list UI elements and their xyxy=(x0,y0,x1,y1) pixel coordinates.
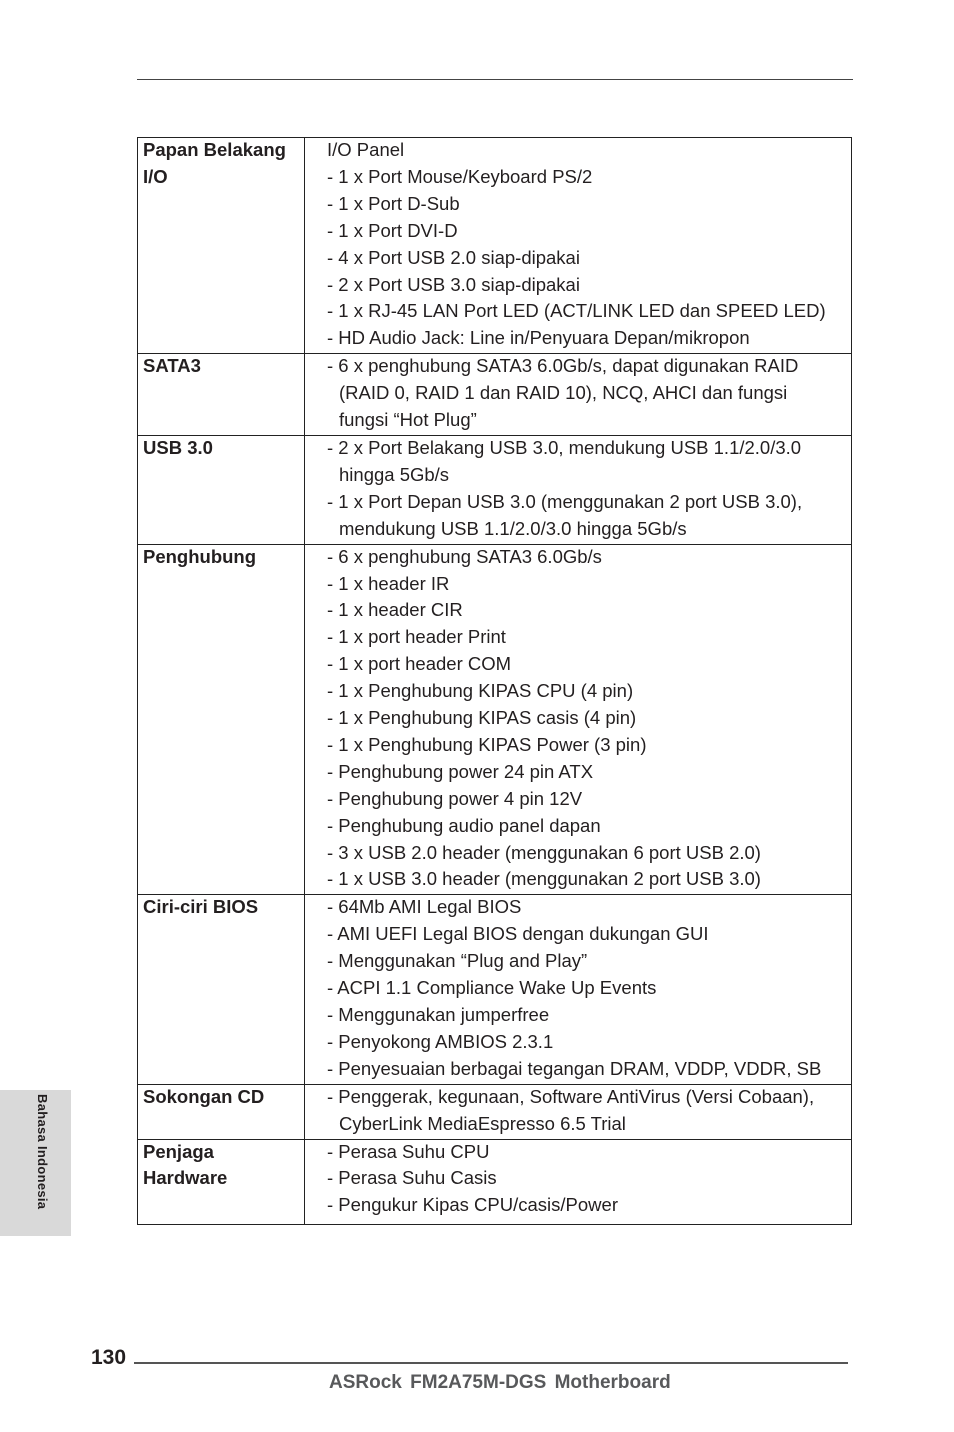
spec-row xyxy=(138,1084,852,1139)
top-rule xyxy=(137,79,853,80)
spec-row xyxy=(138,1139,852,1225)
spec-item: - 3 x USB 2.0 header (menggunakan 6 port USB 2.0) xyxy=(327,841,761,863)
spec-item: (RAID 0, RAID 1 dan RAID 10), NCQ, AHCI dan fungsi xyxy=(339,382,788,404)
spec-values xyxy=(305,435,852,544)
spec-label xyxy=(138,1084,305,1139)
footer-rule xyxy=(134,1362,848,1364)
spec-label-line: USB 3.0 xyxy=(143,436,213,458)
spec-item: - Penyesuaian berbagai tegangan DRAM, VDDP, VDDR, SB xyxy=(327,1057,822,1079)
spec-label-line: Hardware xyxy=(143,1167,228,1189)
spec-item: mendukung USB 1.1/2.0/3.0 hingga 5Gb/s xyxy=(339,517,687,539)
spec-values xyxy=(305,1084,852,1139)
spec-label-line: Sokongan CD xyxy=(143,1085,265,1107)
spec-label-line: Papan Belakang xyxy=(143,139,286,160)
spec-item: - 6 x penghubung SATA3 6.0Gb/s, dapat digunakan RAID xyxy=(327,355,799,377)
language-side-tab xyxy=(0,1090,71,1236)
spec-item: - 64Mb AMI Legal BIOS xyxy=(327,896,522,918)
spec-item: - 4 x Port USB 2.0 siap-dipakai xyxy=(327,246,580,268)
spec-item: - Penghubung power 4 pin 12V xyxy=(327,787,583,809)
spec-values xyxy=(305,354,852,436)
spec-item: - 6 x penghubung SATA3 6.0Gb/s xyxy=(327,545,602,567)
spec-item: - 1 x header IR xyxy=(327,572,450,594)
spec-values xyxy=(305,544,852,895)
spec-item: - Perasa Suhu Casis xyxy=(327,1167,497,1189)
spec-item: - 1 x USB 3.0 header (menggunakan 2 port USB 3.0) xyxy=(327,868,761,890)
spec-item: I/O Panel xyxy=(327,139,405,160)
spec-label-line: SATA3 xyxy=(143,355,201,377)
spec-item: - Penghubung power 24 pin ATX xyxy=(327,760,594,782)
spec-item: - 1 x port header COM xyxy=(327,653,512,675)
spec-item: CyberLink MediaEspresso 6.5 Trial xyxy=(339,1112,626,1134)
spec-item: - 1 x Port D-Sub xyxy=(327,192,460,214)
spec-row xyxy=(138,435,852,544)
spec-item: - Penyokong AMBIOS 2.3.1 xyxy=(327,1030,554,1052)
spec-item: - Penghubung audio panel dapan xyxy=(327,814,601,836)
spec-item: - 1 x header CIR xyxy=(327,599,463,621)
spec-item: - 1 x port header Print xyxy=(327,626,506,648)
spec-item: - Menggunakan jumperfree xyxy=(327,1004,550,1025)
spec-item: hingga 5Gb/s xyxy=(339,463,450,485)
spec-item: - Pengukur Kipas CPU/casis/Power xyxy=(327,1194,618,1216)
page-number: 130 xyxy=(91,1346,127,1369)
spec-row xyxy=(138,138,852,354)
spec-item: - 1 x Port Depan USB 3.0 (menggunakan 2 port USB 3.0), xyxy=(327,490,803,512)
spec-item: - 1 x Port DVI-D xyxy=(327,219,458,241)
spec-label xyxy=(138,1139,305,1225)
spec-row xyxy=(138,895,852,1084)
language-label: Bahasa Indonesia xyxy=(35,1094,50,1210)
spec-values xyxy=(305,1139,852,1225)
spec-item: - 1 x Penghubung KIPAS CPU (4 pin) xyxy=(327,680,634,702)
spec-label-line: Ciri-ciri BIOS xyxy=(143,896,259,918)
spec-item: - AMI UEFI Legal BIOS dengan dukungan GUI xyxy=(327,923,709,945)
spec-item: - HD Audio Jack: Line in/Penyuara Depan/mikropon xyxy=(327,327,750,349)
spec-label-line: Penjaga xyxy=(143,1140,214,1162)
spec-label xyxy=(138,138,305,354)
spec-item: - Penggerak, kegunaan, Software AntiVirus (Versi Cobaan), xyxy=(327,1085,815,1107)
spec-label-line: Penghubung xyxy=(143,545,257,567)
spec-item: - Perasa Suhu CPU xyxy=(327,1140,490,1162)
spec-item: - Menggunakan “Plug and Play” xyxy=(327,950,588,972)
spec-label xyxy=(138,435,305,544)
spec-item: - 1 x Penghubung KIPAS casis (4 pin) xyxy=(327,707,637,729)
spec-label xyxy=(138,354,305,436)
spec-values xyxy=(305,895,852,1084)
footer-title: ASRock FM2A75M-DGS Motherboard xyxy=(329,1372,671,1393)
spec-item: fungsi “Hot Plug” xyxy=(339,409,477,431)
spec-label-line: I/O xyxy=(143,165,168,187)
spec-item: - 1 x RJ-45 LAN Port LED (ACT/LINK LED dan SPEED LED) xyxy=(327,300,826,322)
spec-item: - 1 x Port Mouse/Keyboard PS/2 xyxy=(327,165,593,187)
spec-item: - 2 x Port USB 3.0 siap-dipakai xyxy=(327,273,580,295)
spec-row xyxy=(138,354,852,436)
spec-row xyxy=(138,544,852,895)
spec-values xyxy=(305,138,852,354)
spec-table xyxy=(137,137,852,1225)
spec-label xyxy=(138,895,305,1084)
spec-label xyxy=(138,544,305,895)
spec-item: - 1 x Penghubung KIPAS Power (3 pin) xyxy=(327,733,647,755)
spec-item: - 2 x Port Belakang USB 3.0, mendukung USB 1.1/2.0/3.0 xyxy=(327,436,802,458)
spec-item: - ACPI 1.1 Compliance Wake Up Events xyxy=(327,977,657,999)
